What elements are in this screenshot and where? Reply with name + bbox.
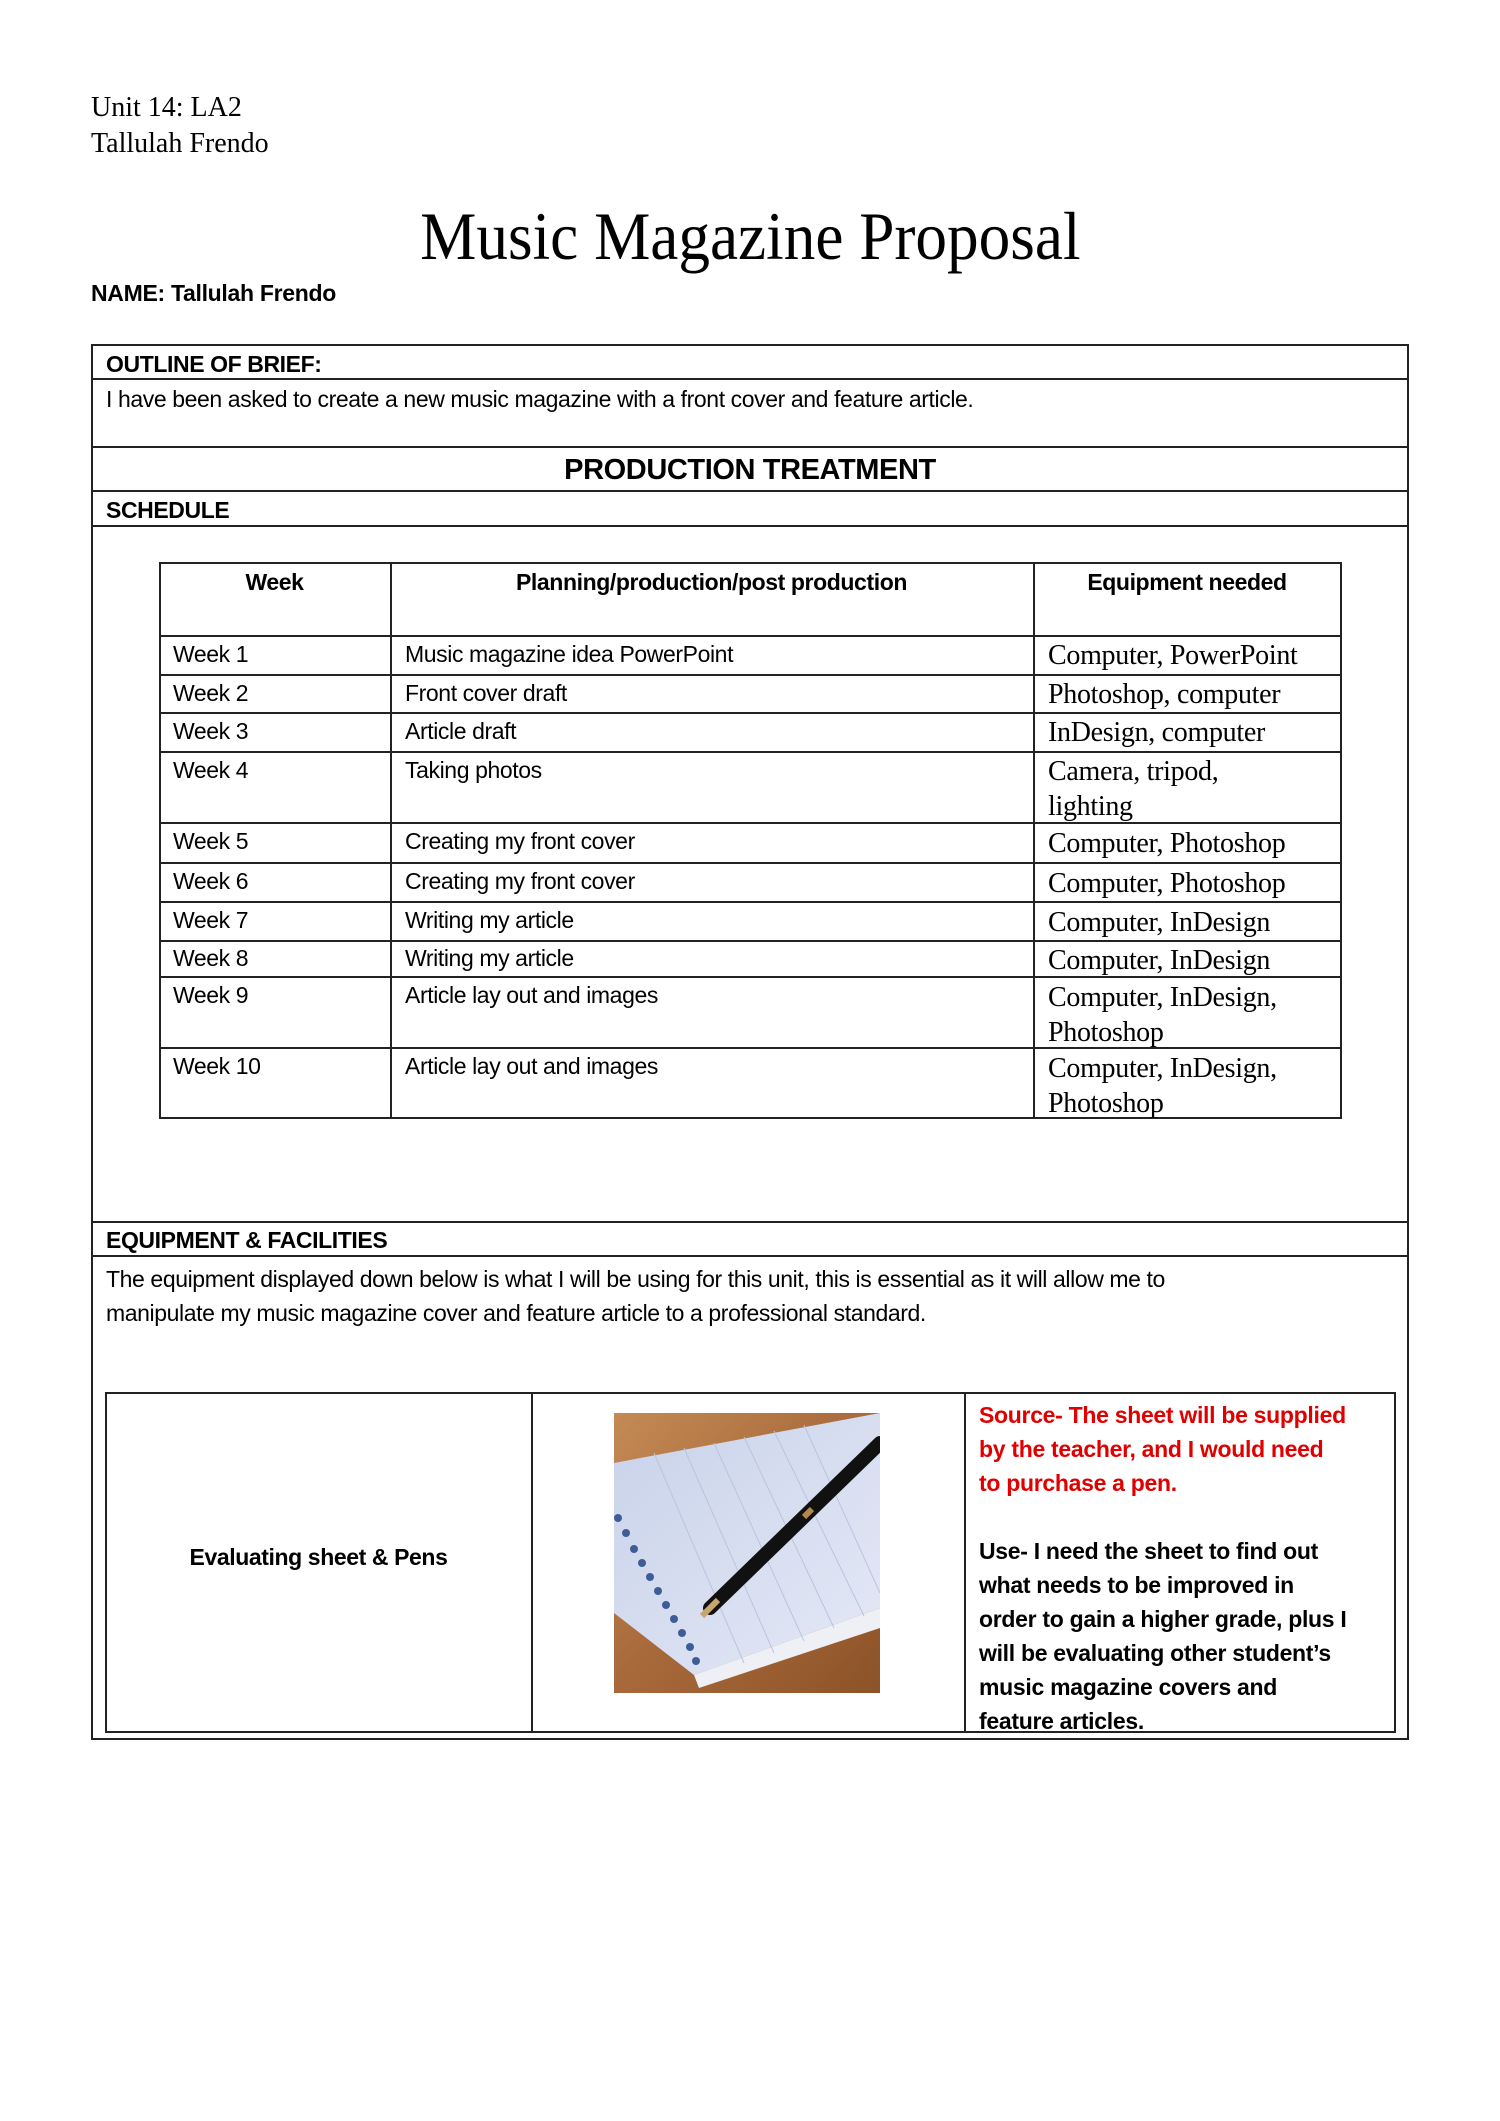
equipment-item-name: Evaluating sheet & Pens [189,1544,448,1570]
row-divider [159,940,1342,942]
task-cell: Article lay out and images [405,982,658,1008]
equipment-cell-line: Computer, InDesign, [1048,1053,1277,1084]
week-cell: Week 1 [173,641,249,667]
equipment-intro-line: manipulate my music magazine cover and feature article to a professional standard. [106,1300,926,1326]
row-divider [159,822,1342,824]
week-cell: Week 5 [173,828,249,854]
unit-label: Unit 14: LA2 [91,92,242,123]
column-divider [390,562,392,1119]
production-treatment-heading: PRODUCTION TREATMENT [564,454,936,486]
equipment-cell-line: Computer, InDesign, [1048,982,1277,1013]
row-divider [159,862,1342,864]
outline-label: OUTLINE OF BRIEF: [106,351,322,377]
row-divider [159,976,1342,978]
use-line: order to gain a higher grade, plus I [979,1606,1347,1632]
name-line: NAME: Tallulah Frendo [91,280,336,306]
notebook-pen-image [614,1413,880,1693]
task-cell: Article lay out and images [405,1053,658,1079]
task-cell: Creating my front cover [405,868,635,894]
week-cell: Week 10 [173,1053,261,1079]
week-cell: Week 4 [173,757,249,783]
equipment-cell-line: lighting [1048,791,1133,822]
week-cell: Week 9 [173,982,249,1008]
outline-text: I have been asked to create a new music magazine with a front cover and feature article. [106,386,974,412]
week-cell: Week 2 [173,680,249,706]
source-line: to purchase a pen. [979,1470,1177,1496]
column-divider [964,1392,966,1733]
page-title: Music Magazine Proposal [420,198,1081,274]
task-cell: Music magazine idea PowerPoint [405,641,734,667]
use-line: Use- I need the sheet to find out [979,1538,1318,1564]
notebook-pen-icon [614,1413,880,1693]
equipment-cell-line: Photoshop [1048,1088,1164,1119]
use-line: feature articles. [979,1708,1144,1734]
divider [91,525,1409,527]
row-divider [159,1047,1342,1049]
equipment-cell: Computer, InDesign [1048,907,1271,938]
task-cell: Article draft [405,718,517,744]
divider [91,1221,1409,1223]
source-line: by the teacher, and I would need [979,1436,1324,1462]
week-cell: Week 8 [173,945,249,971]
task-cell: Writing my article [405,907,574,933]
equipment-cell-line: Photoshop [1048,1017,1164,1048]
task-cell: Taking photos [405,757,542,783]
divider [91,1255,1409,1257]
column-header-equipment: Equipment needed [1087,569,1287,595]
task-cell: Writing my article [405,945,574,971]
use-line: will be evaluating other student’s [979,1640,1331,1666]
equipment-cell: Computer, Photoshop [1048,828,1286,859]
task-cell: Creating my front cover [405,828,635,854]
row-divider [159,674,1342,676]
equipment-label: EQUIPMENT & FACILITIES [106,1227,388,1253]
week-cell: Week 3 [173,718,249,744]
divider [91,490,1409,492]
equipment-cell: Computer, PowerPoint [1048,640,1298,671]
schedule-label: SCHEDULE [106,497,230,523]
equipment-cell: InDesign, computer [1048,717,1265,748]
equipment-intro-line: The equipment displayed down below is what I will be using for this unit, this is essential as it will allow me to [106,1266,1165,1292]
equipment-cell: Photoshop, computer [1048,679,1281,710]
column-header-task: Planning/production/post production [515,569,907,595]
week-cell: Week 6 [173,868,249,894]
row-divider [159,751,1342,753]
row-divider [159,635,1342,637]
column-header-week: Week [245,569,304,595]
week-cell: Week 7 [173,907,249,933]
equipment-cell: Computer, Photoshop [1048,868,1286,899]
use-line: music magazine covers and [979,1674,1278,1700]
task-cell: Front cover draft [405,680,567,706]
row-divider [159,901,1342,903]
use-line: what needs to be improved in [979,1572,1294,1598]
source-line: Source- The sheet will be supplied [979,1402,1346,1428]
equipment-cell: Computer, InDesign [1048,945,1271,976]
row-divider [159,712,1342,714]
divider [91,378,1409,380]
divider [91,446,1409,448]
author-label: Tallulah Frendo [91,128,269,159]
equipment-cell-line: Camera, tripod, [1048,756,1219,787]
column-divider [1033,562,1035,1119]
